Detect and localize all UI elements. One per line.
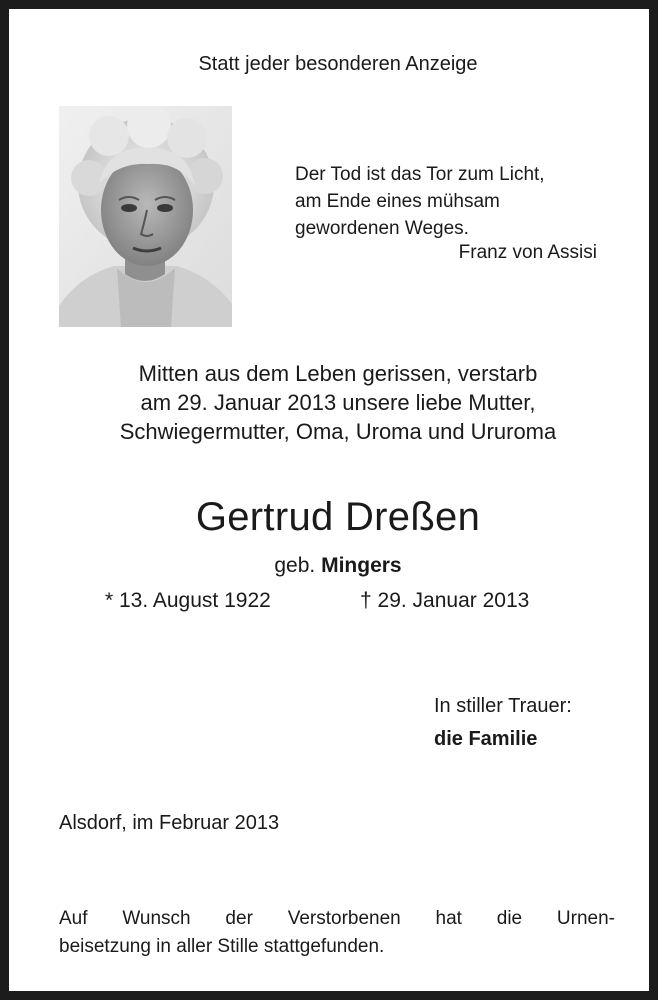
mourning-signature: die Familie	[434, 728, 538, 750]
burial-note	[59, 905, 615, 961]
quote-text	[295, 161, 545, 242]
intro-line: Mitten aus dem Leben gerissen, verstarb	[138, 361, 538, 386]
death-date: † 29. Januar 2013	[360, 589, 530, 612]
intro-line: Schwiegermutter, Oma, Uroma und Ururoma	[119, 419, 557, 444]
burial-note-line: beisetzung in aller Stille stattgefunden.	[59, 936, 385, 957]
mourning-label: In stiller Trauer:	[434, 695, 572, 717]
quote-line: gewordenen Weges.	[295, 218, 469, 239]
burial-note-line: Auf Wunsch der Verstorbenen hat die Urnen-	[59, 908, 615, 929]
quote-line: Der Tod ist das Tor zum Licht,	[295, 164, 545, 185]
place-date: Alsdorf, im Februar 2013	[59, 812, 280, 834]
maiden-prefix: geb.	[274, 554, 316, 577]
quote-line: am Ende eines mühsam	[295, 191, 500, 212]
maiden-name-line	[9, 554, 658, 578]
portrait-image	[59, 106, 232, 327]
maiden-name: Mingers	[321, 554, 402, 577]
quote-author: Franz von Assisi	[458, 242, 597, 263]
deceased-name: Gertrud Dreßen	[195, 495, 481, 539]
notice-header: Statt jeder besonderen Anzeige	[198, 53, 478, 75]
intro-line: am 29. Januar 2013 unsere liebe Mutter,	[140, 390, 536, 415]
portrait-photo	[59, 106, 232, 327]
birth-date: * 13. August 1922	[105, 589, 271, 612]
